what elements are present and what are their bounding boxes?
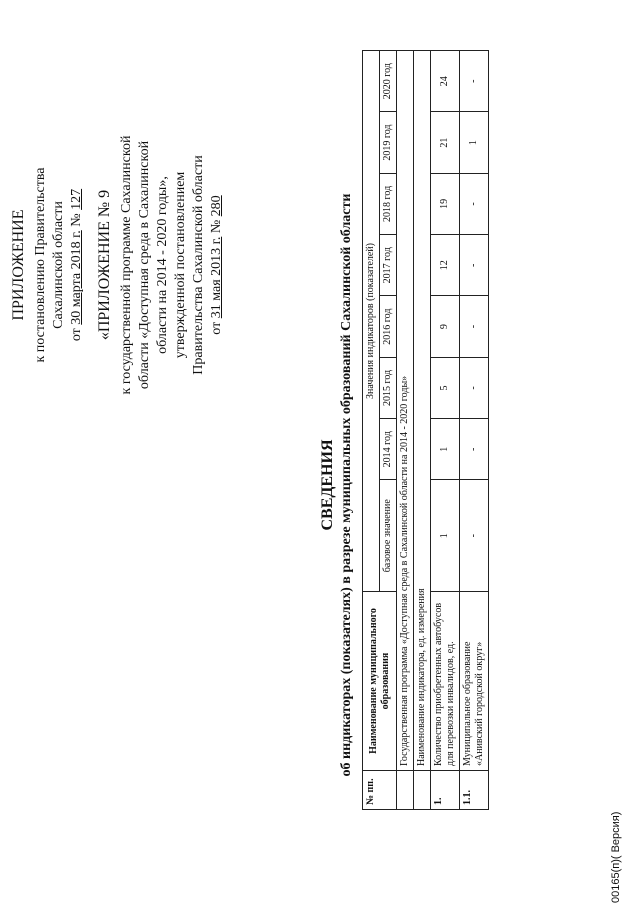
appendix-date: 30 марта 2018 г.: [69, 230, 84, 325]
column-header-values: Значения индикаторов (показателей): [363, 51, 380, 592]
sub-appendix-line-3: области на 2014 - 2020 годы»,: [155, 176, 170, 354]
year-value-cell: -: [460, 296, 489, 357]
row-number: 1.: [431, 771, 460, 810]
year-value-cell: -: [460, 419, 489, 480]
year-value-cell: -: [460, 173, 489, 234]
sub-appendix-heading: «ПРИЛОЖЕНИЕ № 9: [96, 189, 113, 341]
year-value-cell: -: [460, 51, 489, 112]
sub-appendix-date: 31 мая 2013 г.: [209, 236, 224, 319]
column-header-base: базовое значение: [380, 480, 397, 592]
document-title: СВЕДЕНИЯ: [319, 439, 336, 531]
sub-appendix-line-4: утвержденной постановлением: [173, 171, 188, 359]
base-value-cell: 1: [431, 480, 460, 592]
row-name: Муниципальное образование «Анивский городской округ»: [460, 592, 489, 771]
appendix-date-prefix: от: [69, 328, 84, 342]
document-title-block: [318, 105, 356, 865]
table-row: [414, 51, 431, 810]
column-header-year: 2018 год: [380, 173, 397, 234]
appendix-line-1: к постановлению Правительства: [33, 167, 48, 363]
appendix-heading: ПРИЛОЖЕНИЕ: [10, 209, 27, 321]
column-header-year: 2016 год: [380, 296, 397, 357]
row-name: Количество приобретенных автобусов для перевозки инвалидов, ед.: [431, 592, 460, 771]
table-row: [460, 51, 489, 810]
sub-appendix-number-prefix: №: [209, 219, 224, 234]
year-value-cell: -: [460, 357, 489, 418]
table-row: [397, 51, 414, 810]
year-value-cell: 21: [431, 112, 460, 173]
sub-appendix-number: 280: [209, 195, 224, 217]
sub-appendix-line-1: к государственной программе Сахалинской: [119, 135, 134, 395]
base-value-cell: -: [460, 480, 489, 592]
year-value-cell: -: [460, 235, 489, 296]
document-footer-code: 00165(п)( Версия): [610, 811, 622, 903]
indicators-table: [362, 50, 489, 810]
document-subtitle: об индикаторах (показателях) в разрезе муниципальных образований Сахалинской области: [339, 193, 354, 777]
column-header-year: 2020 год: [380, 51, 397, 112]
indicator-name-cell: Наименование индикатора, ед. измерения: [414, 51, 431, 771]
year-value-cell: 1: [460, 112, 489, 173]
year-value-cell: 5: [431, 357, 460, 418]
appendix-block: [10, 5, 226, 525]
year-value-cell: 1: [431, 419, 460, 480]
appendix-number: 127: [69, 188, 84, 210]
year-value-cell: 9: [431, 296, 460, 357]
sub-appendix-line-5: Правительства Сахалинской области: [191, 155, 206, 375]
program-name-cell: Государственная программа «Доступная среда в Сахалинской области на 2014 - 2020 годы»: [397, 51, 414, 771]
year-value-cell: 24: [431, 51, 460, 112]
table-header-row: [363, 51, 380, 810]
appendix-line-2: Сахалинской области: [51, 201, 66, 329]
column-header-year: 2017 год: [380, 235, 397, 296]
sub-appendix-date-prefix: от: [209, 321, 224, 335]
table-row: [431, 51, 460, 810]
appendix-date-line: [68, 5, 86, 525]
year-value-cell: 19: [431, 173, 460, 234]
appendix-number-prefix: №: [69, 213, 84, 227]
sub-appendix-line-2: области «Доступная среда в Сахалинской: [137, 140, 152, 390]
year-value-cell: 12: [431, 235, 460, 296]
column-header-year: 2015 год: [380, 357, 397, 418]
row-number: 1.1.: [460, 771, 489, 810]
column-header-year: 2014 год: [380, 419, 397, 480]
column-header-number: № пп.: [363, 771, 397, 810]
sub-appendix-date-line: [208, 5, 226, 525]
column-header-year: 2019 год: [380, 112, 397, 173]
column-header-name: Наименование муниципального образования: [363, 592, 397, 771]
